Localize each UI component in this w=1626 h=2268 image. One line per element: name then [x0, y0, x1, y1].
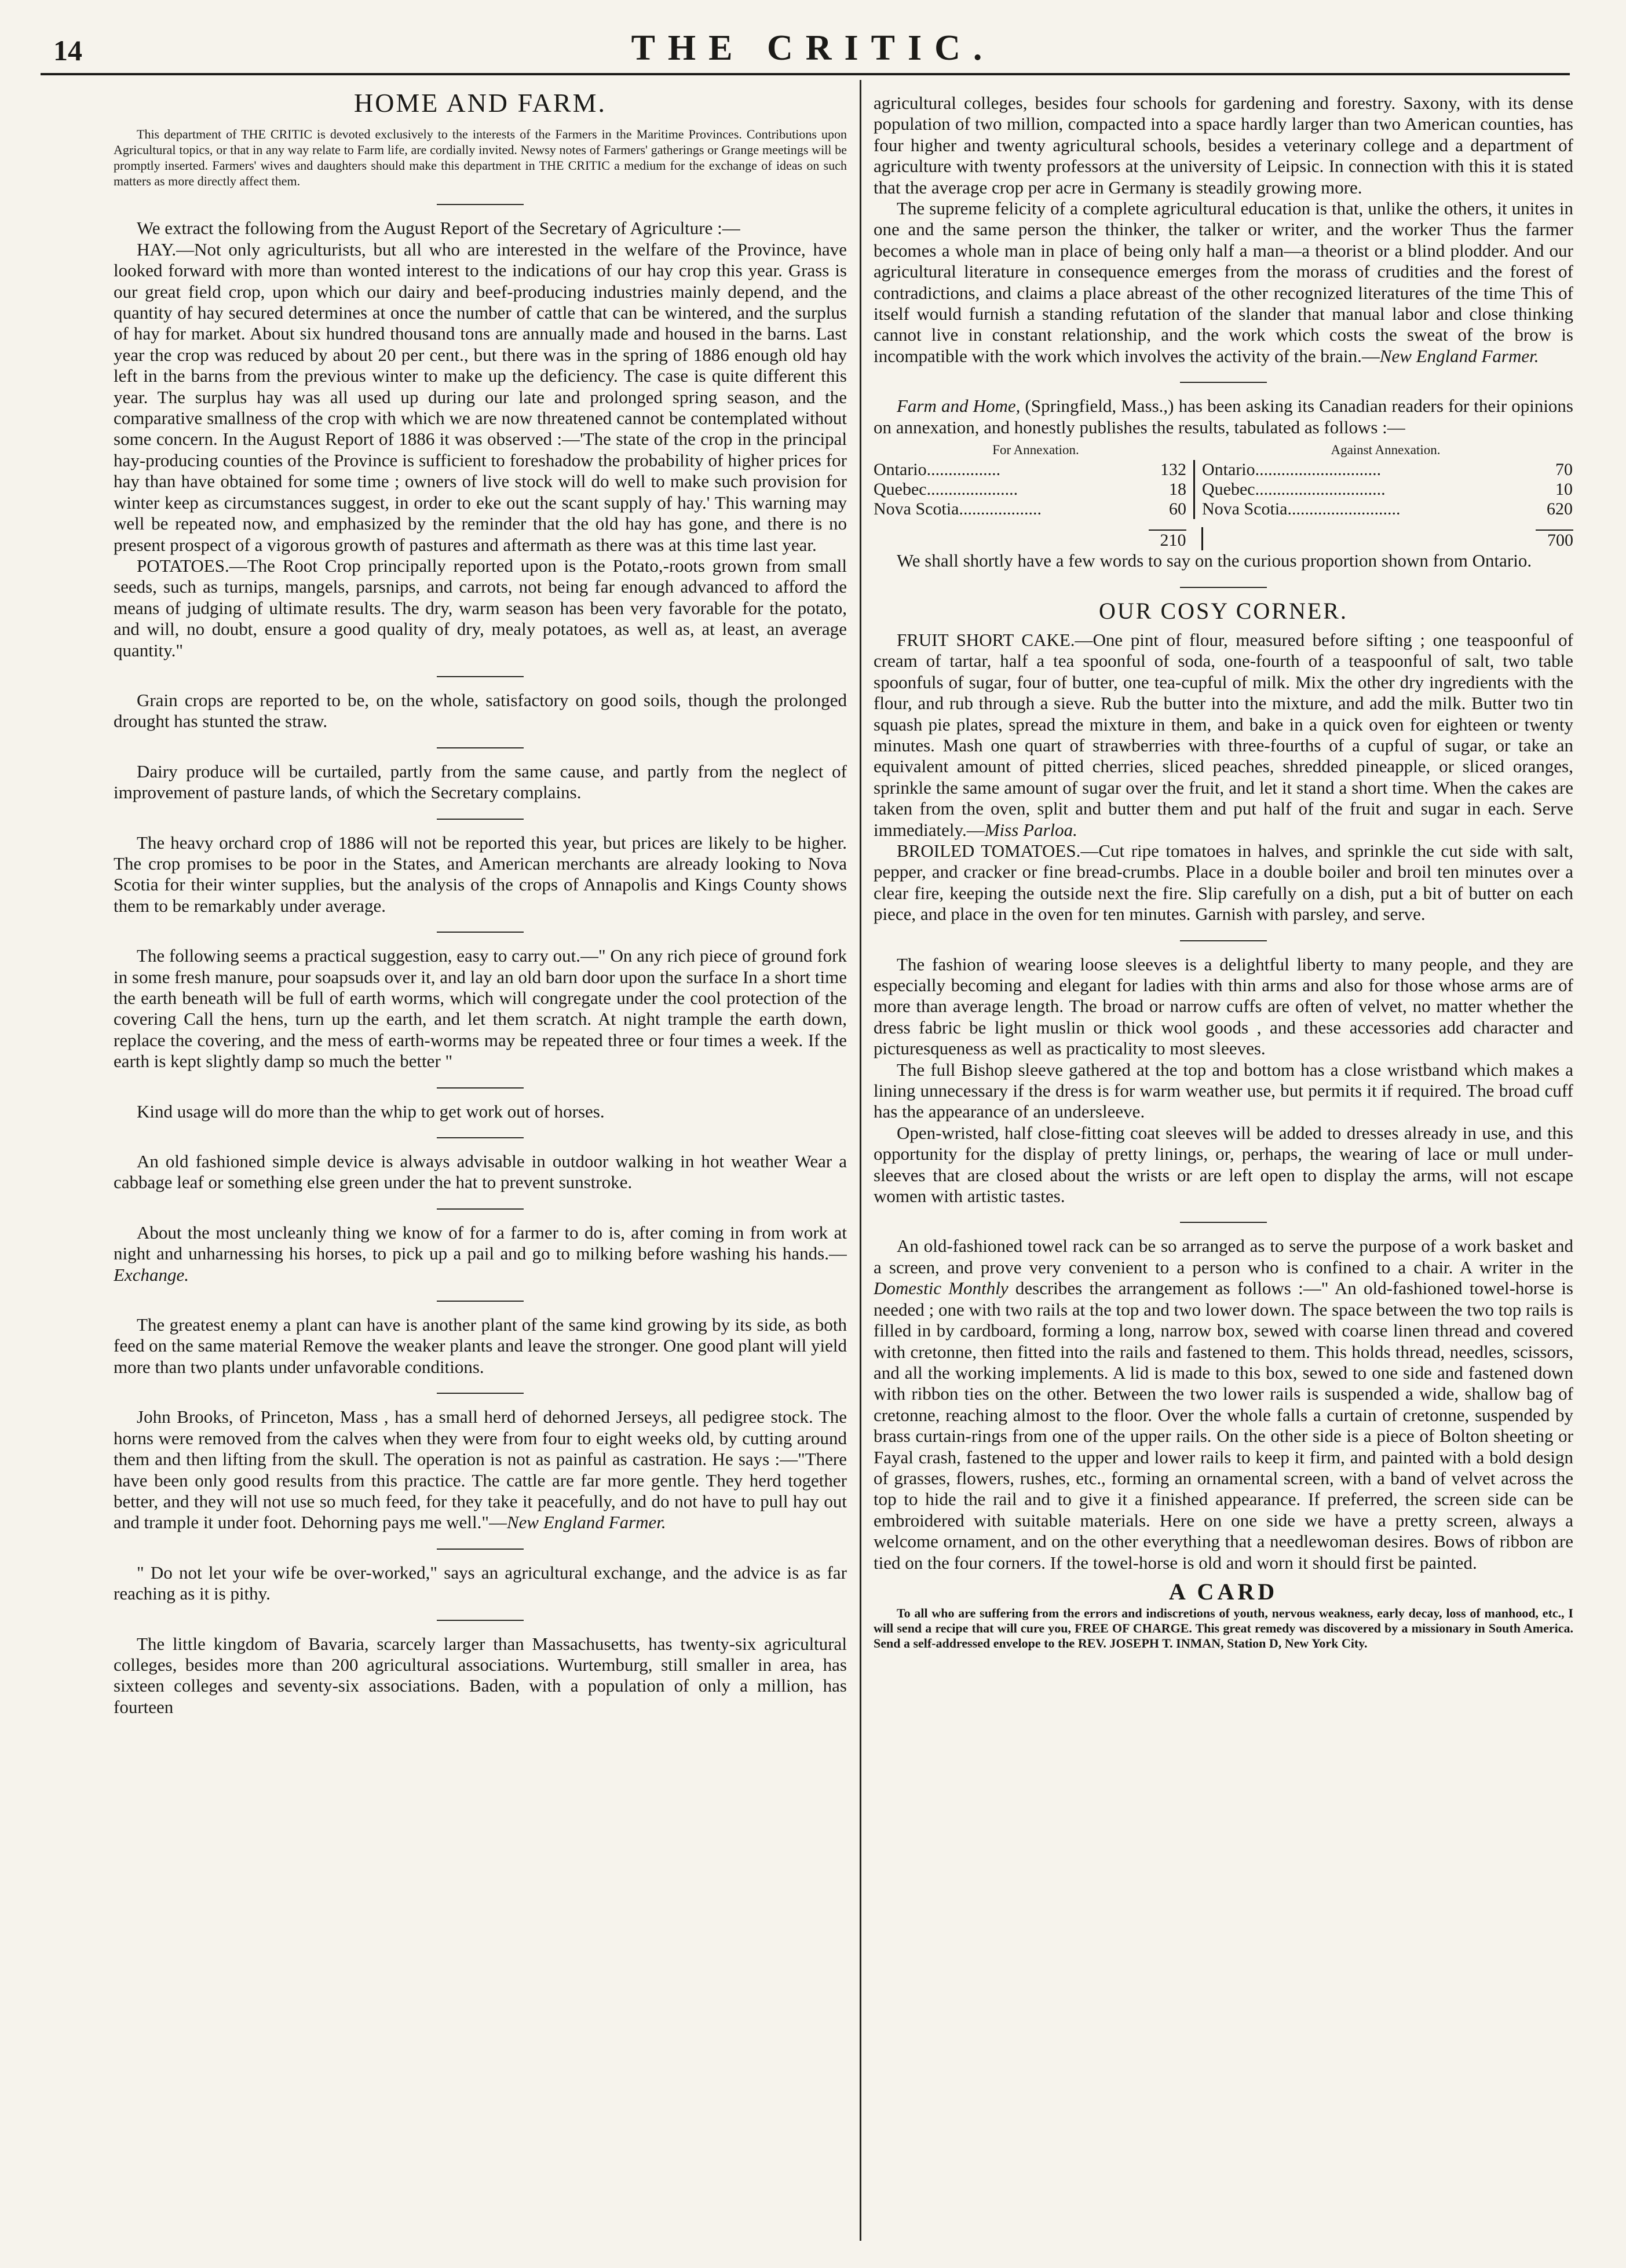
against-total: 700 — [1536, 529, 1573, 550]
against-value: 70 — [1555, 460, 1573, 480]
separator — [437, 1301, 524, 1302]
separator — [1180, 940, 1267, 941]
potatoes-text: —The Root Crop principally reported upon is the Potato,-roots grown from small seeds, such as turnips, mangels, parsnips, and carrots, not being far enough advanced to afford the means of judging of ultimate results. The dry, warm season has been very favorable for the potato, and will, no doubt, ensure a good quality of dry, mealy potatoes, as well as, at least, an average quantity." — [114, 555, 847, 660]
column-divider — [860, 80, 861, 2241]
against-value: 620 — [1547, 499, 1573, 519]
article-potatoes — [114, 556, 847, 661]
towel-source: Domestic Monthly — [874, 1278, 1009, 1299]
fruit-text: —One pint of flour, measured before sifting ; one teaspoonful of cream of tartar, half a tea spoonful of soda, one-fourth of a teaspoonful of salt, two table spoonfuls of sugar, four of butter, one tea-cupful of milk. Mix the other dry ingredients with the flour, and rub through a sieve. Rub the butter into the mixture, and add the milk. Butter two tin squash pie plates, spread the mixture in them, and bake in a quick oven for eighteen or twenty minutes. Mash one quart of strawberries with three-fourths of a cupful of sugar, or take an equivalent amount of pitted cherries, sliced peaches, shredded pineapple, or sliced oranges, sprinkle the same amount of sugar over the fruit, and let it stand a short time. When the cakes are taken from the oven, split and butter them and put half of the fruit and sugar in each. Serve immediately.— — [874, 629, 1573, 840]
table-headers — [874, 440, 1573, 460]
recipe-fruit-shortcake — [874, 630, 1573, 841]
separator — [1180, 382, 1267, 383]
annexation-table — [874, 440, 1573, 550]
tomatoes-label: BROILED TOMATOES. — [897, 840, 1081, 861]
against-province: Nova Scotia.......................... — [1202, 499, 1401, 519]
article-orchard: The heavy orchard crop of 1886 will not be reported this year, but prices are likely to be higher. The crop promises to be poor in the States, and American merchants are already looking to Nova Scotia for their winter supplies, but the analysis of the crops of Annapolis and Kings County shows them to be remarkably under average. — [114, 832, 847, 916]
separator — [437, 204, 524, 205]
section-title-cosy-corner: OUR COSY CORNER. — [1099, 597, 1348, 624]
separator — [437, 676, 524, 677]
separator — [1180, 587, 1267, 588]
for-value: 132 — [1117, 460, 1195, 480]
section-title-home-and-farm: HOME AND FARM. — [353, 93, 607, 118]
table-row — [874, 480, 1573, 499]
separator — [437, 1137, 524, 1138]
article-milking — [114, 1222, 847, 1285]
brooks-source: New England Farmer. — [507, 1512, 666, 1533]
towel-text-b: describes the arrangement as follows :—" An old-fashioned towel-horse is needed ; one with two rails at the top and two lower down. The space between the two top rails is filled in by cardboard, forming a long, narrow box, sewed with coarse linen thread and covered with cretonne, then fitted into the rails and fastened to them. This holds thread, needles, scissors, and all the working implements. A lid is made to this box, sewed to one side and fastened down with ribbon ties on the other. Between the two lower rails is suspended a wide, shallow bag of cretonne, reaching almost to the floor. Over the whole falls a curtain of cretonne, suspended by brass curtain-rings from one of the upper rails. On the other side is a piece of Bolton sheeting or Fayal crash, fastened to the upper and lower rails to keep it firm, and painted with a bold design of grasses, flowers, rushes, etc., forming an ornamental screen, with a band of velvet across the top to hide the rail and to give it a finished appearance. If preferred, the screen side can be embroidered with suitable materials. Here on one side we have a pretty screen, always a welcome ornament, and on the other everything that a needlewoman desires. Bows of ribbon are tied on the four corners. If the towel-horse is old and worn it should first be painted. — [874, 1278, 1573, 1573]
table-totals — [874, 519, 1573, 550]
separator — [437, 932, 524, 933]
for-total: 210 — [1149, 529, 1186, 550]
milking-text: About the most uncleanly thing we know of for a farmer to do is, after coming in from work at night and unharnessing his horses, to pick up a pail and go to milking before washing his hands.— — [114, 1222, 847, 1264]
potatoes-label: POTATOES. — [137, 555, 229, 576]
article-hay — [114, 239, 847, 556]
for-value: 18 — [1117, 480, 1195, 499]
separator — [1180, 1222, 1267, 1223]
article-bavaria: The little kingdom of Bavaria, scarcely larger than Massachusetts, has twenty-six agricultural colleges, besides more than 200 agricultural associations. Wurtemburg, still smaller in area, has sixteen colleges and seventy-six associations. Baden, with a population of only a million, has fourteen — [114, 1633, 847, 1717]
article-kind-usage: Kind usage will do more than the whip to get work out of horses. — [137, 1101, 605, 1122]
department-note: This department of THE CRITIC is devoted exclusively to the interests of the Farmers in the Maritime Provinces. Contributions upon Agricultural topics, or that in any way relate to Farm life, are cordially invited. Newsy notes of Farmers' gatherings or Grange meetings will be promptly inserted. Farmers' wives and daughters should make this department in THE CRITIC a medium for the exchange of ideas on such matters as more directly affect them. — [114, 127, 847, 189]
header-for-annexation: For Annexation. — [992, 443, 1079, 458]
article-sleeves-2: The full Bishop sleeve gathered at the top and bottom has a close wristband which makes a lining unnecessary if the dress is for warm weather use, but permits it if required. The broad cuff has the appearance of an undersleeve. — [874, 1059, 1573, 1122]
article-intro: We extract the following from the August Report of the Secretary of Agriculture :— — [137, 218, 740, 239]
header-rule — [41, 73, 1570, 75]
against-province: Ontario............................. — [1202, 460, 1382, 480]
article-plant-enemy: The greatest enemy a plant can have is another plant of the same kind growing by its side, as both feed on the same material Remove the weaker plants and leave the stronger. One good plant will yield more than two plants under unfavorable conditions. — [114, 1314, 847, 1377]
separator — [437, 747, 524, 748]
article-felicity — [874, 198, 1573, 367]
article-towel-rack — [874, 1236, 1573, 1573]
article-grain: Grain crops are reported to be, on the whole, satisfactory on good soils, though the prolonged drought has stunted the straw. — [114, 689, 847, 732]
page-header — [0, 0, 1626, 70]
brooks-text: John Brooks, of Princeton, Mass , has a small herd of dehorned Jerseys, all pedigree stock. The horns were removed from the calves when they were from four to eight weeks old, by cutting around them and then lifting from the skull. The operation is not as painful as castration. He says :—"There have been only good results from this practice. The cattle are far more gentle. They herd together better, and they will not use so much feed, for they take it peacefully, and do not have to pull hay out and trample it under foot. Dehorning pays me well."— — [114, 1407, 847, 1533]
felicity-source: New England Farmer. — [1379, 345, 1539, 366]
annexation-text: (Springfield, Mass.,) has been asking its Canadian readers for their opinions on annexation, and honestly publishes the results, tabulated as follows :— — [874, 396, 1573, 437]
for-province: Quebec..................... — [874, 480, 1018, 499]
article-brooks — [114, 1407, 847, 1533]
fruit-source: Miss Parloa. — [984, 819, 1077, 840]
card-title: A CARD — [1168, 1578, 1278, 1605]
separator — [437, 1087, 524, 1089]
separator — [437, 1620, 524, 1621]
article-sunstroke: An old fashioned simple device is always advisable in outdoor walking in hot weather Wear a cabbage leaf or something else green under the hat to prevent sunstroke. — [114, 1151, 847, 1193]
article-sleeves-1: The fashion of wearing loose sleeves is a delightful liberty to many people, and they are especially becoming and elegant for ladies with thin arms and also for those whose arms are of more than average length. The broad or narrow cuffs are often of velvet, no matter whether the dress fabric be light muslin or thick wool goods , and these accessories add character and picturesqueness as well as practicality to most sleeves. — [874, 954, 1573, 1059]
towel-text-a: An old-fashioned towel rack can be so arranged as to serve the purpose of a work basket and a screen, and prove very convenient to a person who is confined to a chair. A writer in the — [874, 1236, 1573, 1277]
recipe-broiled-tomatoes — [874, 841, 1573, 925]
separator — [437, 819, 524, 820]
article-annexation-after: We shall shortly have a few words to say on the curious proportion shown from Ontario. — [897, 550, 1532, 571]
header-against-annexation: Against Annexation. — [1331, 443, 1441, 458]
separator — [437, 1393, 524, 1394]
hay-label: HAY. — [137, 239, 177, 260]
for-province: Ontario................. — [874, 460, 1001, 480]
article-suggestion: The following seems a practical suggestion, easy to carry out.—" On any rich piece of ground fork in some fresh manure, pour soapsuds over it, and lay an old barn door upon the surface In a short time the earth beneath will be full of earth worms, which will congregate under the cool protection of the covering Call the hens, turn up the earth, and let them scratch. At night trample the earth down, replace the covering, and the mess of earth-worms may be repeated three or four times a week. If the earth is kept slightly damp so much the better " — [114, 945, 847, 1072]
table-row — [874, 499, 1573, 519]
separator — [437, 1548, 524, 1550]
against-value: 10 — [1555, 480, 1573, 499]
right-column — [874, 93, 1573, 2248]
milking-source: Exchange. — [114, 1264, 189, 1285]
card-advertisement: To all who are suffering from the errors and indiscretions of youth, nervous weakness, early decay, loss of manhood, etc., I will send a recipe that will cure you, FREE OF CHARGE. This great remedy was discovered by a missionary in South America. Send a self-addressed envelope to the REV. JOSEPH T. INMAN, Station D, New York City. — [874, 1606, 1573, 1651]
article-dairy: Dairy produce will be curtailed, partly from the same cause, and partly from the neglect of improvement of pasture lands, of which the Secretary complains. — [114, 761, 847, 803]
article-bavaria-continued: agricultural colleges, besides four schools for gardening and forestry. Saxony, with its dense population of two million, compacted into a space hardly larger than two American counties, has four higher and twenty agricultural schools, besides a veterinary college and a department of agriculture with twenty professors at the university of Leipsic. In connection with this it is stated that the average crop per acre in Germany is steadily growing more. — [874, 93, 1573, 198]
masthead: THE CRITIC. — [631, 28, 995, 68]
for-province: Nova Scotia................... — [874, 499, 1042, 519]
article-annexation — [874, 396, 1573, 438]
felicity-text: The supreme felicity of a complete agricultural education is that, unlike the others, it unites in one and the same person the thinker, the talker or writer, and the worker Thus the farmer becomes a whole man in place of being only half a man—a theorist or a blind plodder. And our agricultural literature in consequence emerges from the morass of crudities and the forest of contradictions, and claims a place abreast of the other recognized literatures of the time This of itself would furnish a standing refutation of the slander that manual labor and close thinking cannot live in constant relationship, and the work which costs the sweat of the brow is incompatible with the work which involves the activity of the brain.— — [874, 198, 1573, 366]
table-row — [874, 460, 1573, 480]
page-number: 14 — [53, 34, 82, 67]
fruit-label: FRUIT SHORT CAKE. — [897, 629, 1075, 650]
article-sleeves-3: Open-wristed, half close-fitting coat sleeves will be added to dresses already in use, and this opportunity for the display of pretty linings, or, perhaps, the wearing of lace or mull under-sleeves that are closed about the wrists or are left open to display the arms, will not escape women with artistic tastes. — [874, 1122, 1573, 1207]
for-value: 60 — [1117, 499, 1195, 519]
hay-text: —Not only agriculturists, but all who are interested in the welfare of the Province, have looked forward with more than wonted interest to the indications of our hay crop this year. Grass is our great field crop, upon which our dairy and beef-producing industries mainly depend, and the quantity of hay secured determines at once the number of cattle that can be wintered, and the surplus of hay for market. About six hundred thousand tons are annually made and housed in the barns. Last year the crop was reduced by about 20 per cent., but there was in the spring of 1886 enough old hay left in the barns from the previous winter to make up the deficiency. The case is quite different this year. The surplus hay was all used up during our late and prolonged spring season, and the comparative smallness of the crop with which we are now threatened cannot be contemplated without some concern. In the August Report of 1886 it was observed :—'The state of the crop in the principal hay-producing counties of the Province is sufficient to foreshadow the probability of higher prices for hay than have obtained for some time ; owners of live stock will do well to make such provision for winter keep as circumstances suggest, in order to eke out the scant supply of hay.' This warning may well be repeated now, and emphasized by the reminder that the old hay has gone, and there is no present prospect of a vigorous growth of pastures and aftermath as there was at this time last year. — [114, 239, 847, 555]
left-column — [114, 93, 847, 2248]
article-wife: " Do not let your wife be over-worked," says an agricultural exchange, and the advice is as far reaching as it is pithy. — [114, 1562, 847, 1604]
separator — [437, 1208, 524, 1210]
tomatoes-text: —Cut ripe tomatoes in halves, and sprinkle the cut side with salt, pepper, and cracker or fine bread-crumbs. Place in a double boiler and broil ten minutes over a clear fire, keeping the outside next the fire. Slip carefully on a dish, put a bit of butter on each piece, and place in the oven for ten minutes. Garnish with parsley, and serve. — [874, 840, 1573, 925]
annexation-source: Farm and Home, — [897, 396, 1021, 417]
against-province: Quebec.............................. — [1202, 480, 1386, 499]
